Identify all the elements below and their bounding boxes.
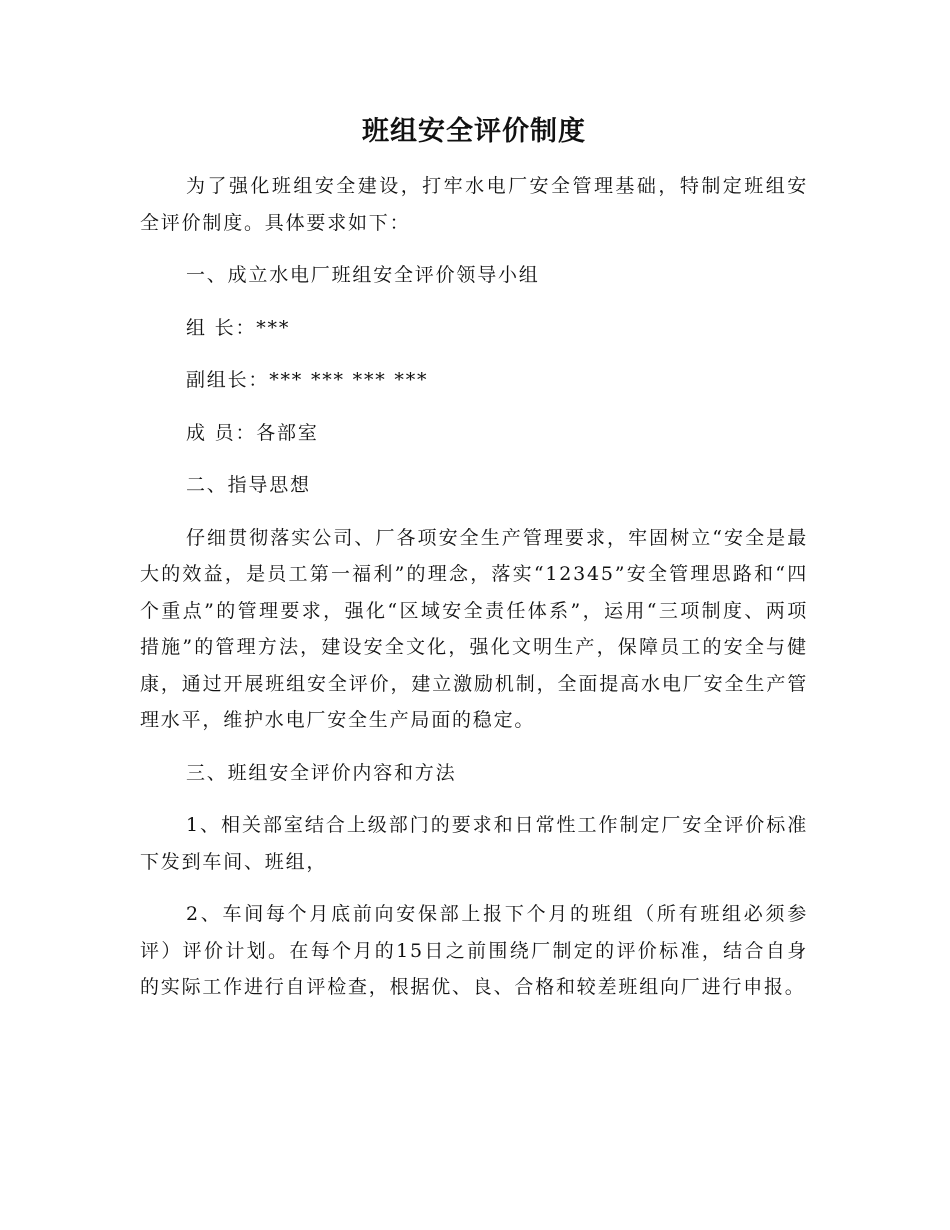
document-title: 班组安全评价制度 — [362, 116, 586, 147]
section-heading-guiding-ideology: 二、指导思想 — [186, 474, 311, 496]
deputy-leader-line: 副组长：*** *** *** *** — [186, 369, 429, 391]
section-heading-evaluation-content: 三、班组安全评价内容和方法 — [186, 761, 457, 784]
document-body — [140, 112, 808, 1006]
members-line: 成 员：各部室 — [186, 421, 319, 444]
guiding-ideology-paragraph: 仔细贯彻落实公司、厂各项安全生产管理要求，牢固树立“安全是最大的效益，是员工第一福利”的理念，落实“12345”安全管理思路和“四个重点”的管理要求，强化“区域安全责任体系”，运用“三项制度、两项措施”的管理方法，建设安全文化，强化文明生产，保障员工的安全与健康，通过开展班组安全评价，建立激励机制，全面提高水电厂安全生产管理水平，维护水电厂安全生产局面的稳定。 — [140, 526, 808, 731]
evaluation-item-2: 2、车间每个月底前向安保部上报下个月的班组（所有班组必须参评）评价计划。在每个月的15日之前围绕厂制定的评价标准，结合自身的实际工作进行自评检查，根据优、良、合格和较差班组向厂进行申报。 — [140, 903, 808, 998]
section-heading-leadership-group: 一、成立水电厂班组安全评价领导小组 — [186, 264, 540, 286]
evaluation-item-1: 1、相关部室结合上级部门的要求和日常性工作制定厂安全评价标准下发到车间、班组， — [140, 814, 808, 873]
group-leader-line: 组 长：*** — [186, 316, 291, 339]
intro-paragraph: 为了强化班组安全建设，打牢水电厂安全管理基础，特制定班组安全评价制度。具体要求如下： — [140, 175, 808, 234]
